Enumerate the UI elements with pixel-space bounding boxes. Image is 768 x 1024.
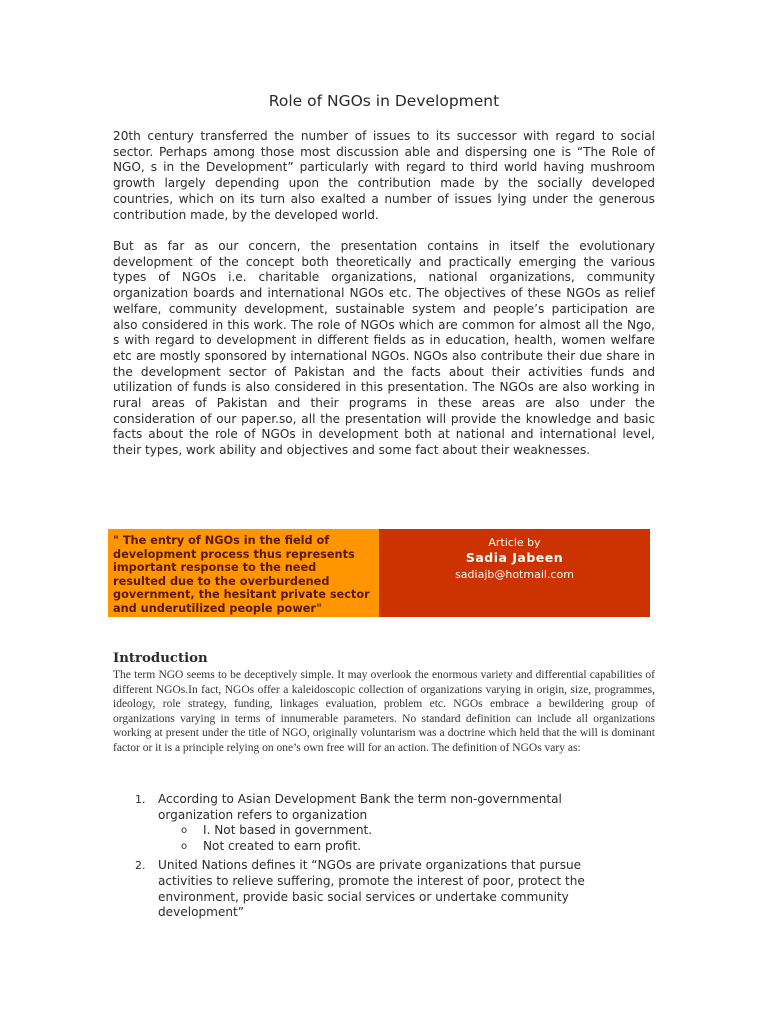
list-item-text: According to Asian Development Bank the term non-governmental organization refers to organization bbox=[158, 792, 562, 822]
sub-list-item bbox=[113, 823, 633, 839]
list-item bbox=[113, 858, 633, 920]
list-item bbox=[113, 792, 633, 823]
intro-paragraph-1: 20th century transferred the number of issues to its successor with regard to social sector. Perhaps among those most discussion able and dispersing one is “The Role of NGO, s in the Development” particularly with regard to third world having mushroom growth largely depending upon the contribution made by the socially developed countries, which on its turn also exalted a number of issues lying under the generous contribution made, by the developed world. bbox=[113, 129, 655, 222]
author-email: sadiajb@hotmail.com bbox=[455, 568, 574, 581]
list-number: 2. bbox=[135, 859, 146, 873]
article-callout bbox=[108, 529, 650, 617]
page-title: Role of NGOs in Development bbox=[268, 92, 500, 110]
sub-list-item-text: Not created to earn profit. bbox=[203, 838, 362, 853]
sub-list-item bbox=[113, 839, 633, 855]
pull-quote: " The entry of NGOs in the field of development process thus represents important response to the need resulted due to the overburdened government, the hesitant private sector and underutilized people power" bbox=[108, 529, 379, 617]
sub-bullet-icon: o bbox=[181, 825, 188, 837]
sub-list-item-text: I. Not based in government. bbox=[203, 823, 373, 838]
list-number: 1. bbox=[135, 793, 146, 806]
definition-list bbox=[113, 792, 633, 921]
sub-bullet-icon: o bbox=[181, 840, 188, 852]
list-item-text: United Nations defines it “NGOs are private organizations that pursue activities to relieve suffering, promote the interest of poor, protect the environment, provide basic social services or undertake community development” bbox=[158, 858, 585, 920]
article-by-label: Article by bbox=[488, 536, 541, 549]
introduction-heading: Introduction bbox=[113, 651, 208, 666]
introduction-body: The term NGO seems to be deceptively simple. It may overlook the enormous variety and differential capabilities of different NGOs.In fact, NGOs offer a kaleidoscopic collection of organizations varying in origin, size, programmes, ideology, role strategy, funding, linkages evaluation, problem etc. NGOs embrace a bewildering group of organizations varying in terms of innumerable parameters. No standard definition can include all organizations working at present under the title of NGO, originally voluntarism was a doctrine which held that the will is dominant factor or it is a principle relying on one’s own free will for an action. The definition of NGOs vary as: bbox=[113, 669, 655, 754]
intro-paragraph-2: But as far as our concern, the presentation contains in itself the evolutionary development of the concept both theoretically and practically emerging the various types of NGOs i.e. charitable organizations, national organizations, community organization boards and international NGOs etc. The objectives of these NGOs as relief welfare, community development, sustainable system and people’s participation are also considered in this work. The role of NGOs which are common for almost all the Ngo, s with regard to development in different fields as in education, health, women welfare etc are mostly sponsored by international NGOs. NGOs also contribute their due share in the development sector of Pakistan and the facts about their activities funds and utilization of funds is also considered in this presentation. The NGOs are also working in rural areas of Pakistan and their programs in these areas are also under the consideration of our paper.so, all the presentation will provide the knowledge and basic facts about the role of NGOs in development both at national and international level, their types, work ability and objectives and some fact about their weaknesses. bbox=[113, 239, 655, 458]
author-name: Sadia Jabeen bbox=[465, 550, 564, 565]
author-byline bbox=[379, 529, 650, 617]
